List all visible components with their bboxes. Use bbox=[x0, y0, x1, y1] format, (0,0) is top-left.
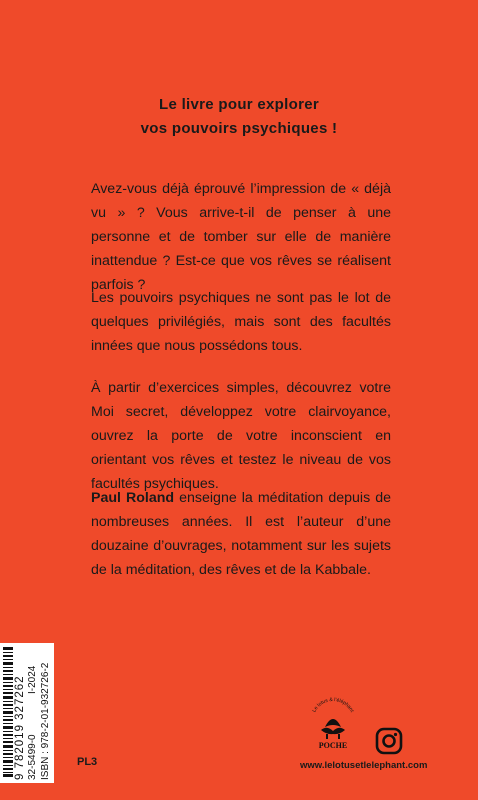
barcode-icon bbox=[3, 647, 13, 777]
paragraph-exercises: À partir d’exercices simples, découvrez votre Moi secret, développez votre clairvoyance, ouvrez la porte de votre inconscient en orientant vos rêves et testez le niveau de vos facultés psychiques. bbox=[91, 380, 391, 492]
series-code: PL3 bbox=[77, 756, 98, 768]
barcode-code-2: I-2024 bbox=[27, 665, 38, 694]
barcode-digits: 9 782019 327262 bbox=[14, 675, 26, 780]
author-name: Paul Roland bbox=[91, 490, 175, 506]
tagline bbox=[0, 93, 478, 141]
author-bio-text: enseigne la méditation depuis de nombreuses années. Il est l’auteur d’une douzaine d’ouvrages, notamment sur les sujets de la méditation, des rêves et de la Kabbale. bbox=[91, 490, 392, 578]
tagline-line-2: vos pouvoirs psychiques ! bbox=[140, 120, 338, 137]
logo-label: POCHE bbox=[318, 741, 348, 750]
paragraph-author-bio bbox=[91, 486, 391, 582]
tagline-line-1: Le livre pour explorer bbox=[159, 96, 319, 113]
paragraph-faculties: Les pouvoirs psychiques ne sont pas le lot de quelques privilégiés, mais sont des facultés innées que nous possédons tous. bbox=[91, 290, 391, 354]
svg-text:Le lotus & l'éléphant bbox=[311, 697, 355, 714]
publisher-website-link[interactable]: www.lelotusetlelephant.com bbox=[300, 760, 428, 771]
paragraph-intro: Avez-vous déjà éprouvé l’impression de « déjà vu » ? Vous arrive-t-il de penser à une personne et de tomber sur elle de manière inattendue ? Est-ce que vos rêves se réalisent parfois ? bbox=[91, 181, 391, 293]
publisher-logo-icon bbox=[305, 697, 361, 751]
logo-arc-text: Le lotus & l'éléphant bbox=[311, 697, 355, 714]
isbn-number: ISBN : 978-2-01-932726-2 bbox=[40, 662, 51, 780]
barcode-code-1: 32-5499-0 bbox=[27, 734, 38, 780]
instagram-icon[interactable] bbox=[375, 727, 403, 755]
barcode-label bbox=[0, 643, 54, 783]
